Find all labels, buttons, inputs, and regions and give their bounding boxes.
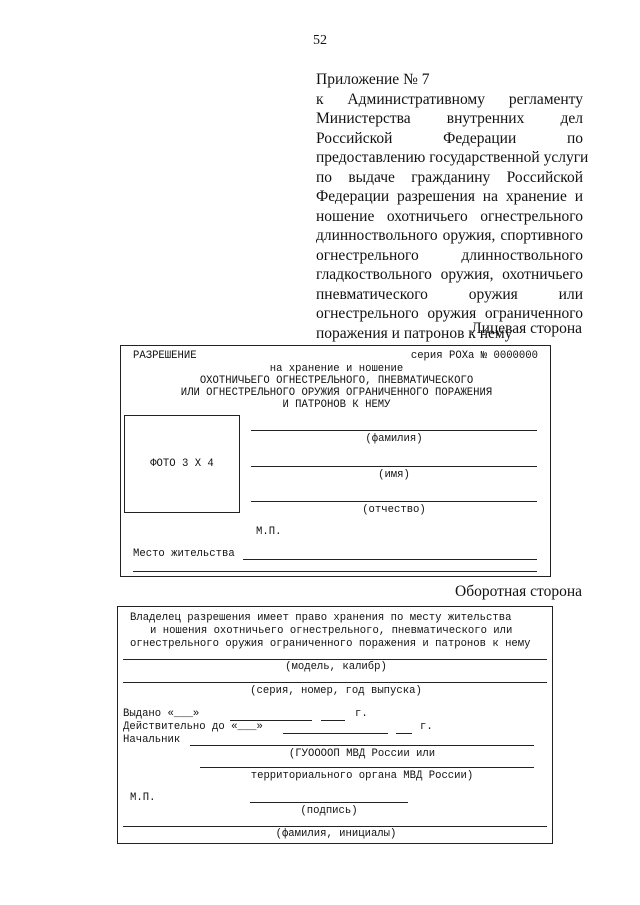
appendix-line: ношение охотничьего огнестрельного xyxy=(316,207,583,225)
patronymic-caption: (отчество) xyxy=(362,504,426,516)
serial-caption: (серия, номер, год выпуска) xyxy=(250,685,422,697)
page-number: 52 xyxy=(313,33,327,48)
stamp-label: М.П. xyxy=(130,792,156,804)
photo-label: ФОТО 3 Х 4 xyxy=(150,458,214,470)
appendix-line: Министерства внутренних дел xyxy=(316,110,583,127)
signature-line xyxy=(250,802,408,803)
valid-year-line xyxy=(396,733,412,734)
surname-caption: (фамилия) xyxy=(365,433,423,445)
signature-caption: (подпись) xyxy=(300,805,358,817)
valid-month-line xyxy=(283,733,388,734)
photo-box xyxy=(124,415,240,513)
rights-text-line: огнестрельного оружия ограниченного поражения и патронов к нему xyxy=(130,638,531,650)
appendix-line: по выдаче гражданину Российской xyxy=(316,168,583,186)
patronymic-line xyxy=(251,501,537,502)
appendix-line: пневматического оружия или xyxy=(316,285,583,303)
appendix-line: предоставлению государственной услуги xyxy=(316,149,589,166)
front-side-label: Лицевая сторона xyxy=(471,320,582,337)
authority-line xyxy=(200,767,534,768)
series-number: серия РОХа № 0000000 xyxy=(410,350,538,362)
permit-back-card xyxy=(117,606,553,844)
issued-year-suffix: г. xyxy=(355,708,368,720)
appendix-line: к Административному регламенту xyxy=(316,90,583,108)
chief-line xyxy=(190,745,534,746)
valid-until-label: Действительно до «___» xyxy=(123,721,263,733)
serial-line xyxy=(123,682,547,683)
model-line xyxy=(123,659,547,660)
back-side-label: Оборотная сторона xyxy=(455,583,582,600)
issued-year-line xyxy=(321,720,345,721)
name-line xyxy=(251,466,537,467)
authority-caption-2: территориального органа МВД России) xyxy=(250,770,474,782)
permit-heading-line: И ПАТРОНОВ К НЕМУ xyxy=(282,399,391,411)
appendix-line: длинноствольного оружия, спортивного xyxy=(316,227,583,244)
surname-line xyxy=(251,430,537,431)
appendix-line: гладкоствольного оружия, охотничьего xyxy=(316,266,583,283)
chief-label: Начальник xyxy=(123,734,181,746)
appendix-title: Приложение № 7 xyxy=(316,71,430,88)
permit-heading-line: ИЛИ ОГНЕСТРЕЛЬНОГО ОРУЖИЯ ОГРАНИЧЕННОГО ПОРАЖЕНИЯ xyxy=(180,387,493,399)
rights-text-line: Владелец разрешения имеет право хранения по месту жительства xyxy=(130,612,512,624)
permit-heading-line: ОХОТНИЧЬЕГО ОГНЕСТРЕЛЬНОГО, ПНЕВМАТИЧЕСКОГО xyxy=(199,375,474,387)
appendix-line: Российской Федерации по xyxy=(316,129,583,147)
residence-line-2 xyxy=(133,571,537,572)
issued-label: Выдано «___» xyxy=(123,708,200,720)
appendix-header xyxy=(316,70,589,343)
appendix-line: Федерации разрешения на хранение и xyxy=(316,188,583,205)
full-name-line xyxy=(123,826,547,827)
authority-caption: (ГУООООП МВД России или xyxy=(288,748,436,760)
rights-text-line: и ношения охотничьего огнестрельного, пневматического или xyxy=(150,625,513,637)
permit-heading-line: на хранение и ношение xyxy=(269,363,404,375)
appendix-line: огнестрельного оружия ограниченного xyxy=(316,305,583,322)
appendix-line: огнестрельного длинноствольного xyxy=(316,246,583,264)
valid-year-suffix: г. xyxy=(420,721,433,733)
full-name-caption: (фамилия, инициалы) xyxy=(275,828,397,840)
residence-label: Место жительства xyxy=(133,548,235,560)
permit-label: РАЗРЕШЕНИЕ xyxy=(133,350,197,362)
name-caption: (имя) xyxy=(378,469,410,481)
appendix-line: поражения и патронов к нему xyxy=(316,324,513,342)
residence-line xyxy=(243,559,537,560)
model-caption: (модель, калибр) xyxy=(285,661,387,673)
permit-front-card xyxy=(120,345,551,577)
stamp-label: М.П. xyxy=(256,526,282,538)
